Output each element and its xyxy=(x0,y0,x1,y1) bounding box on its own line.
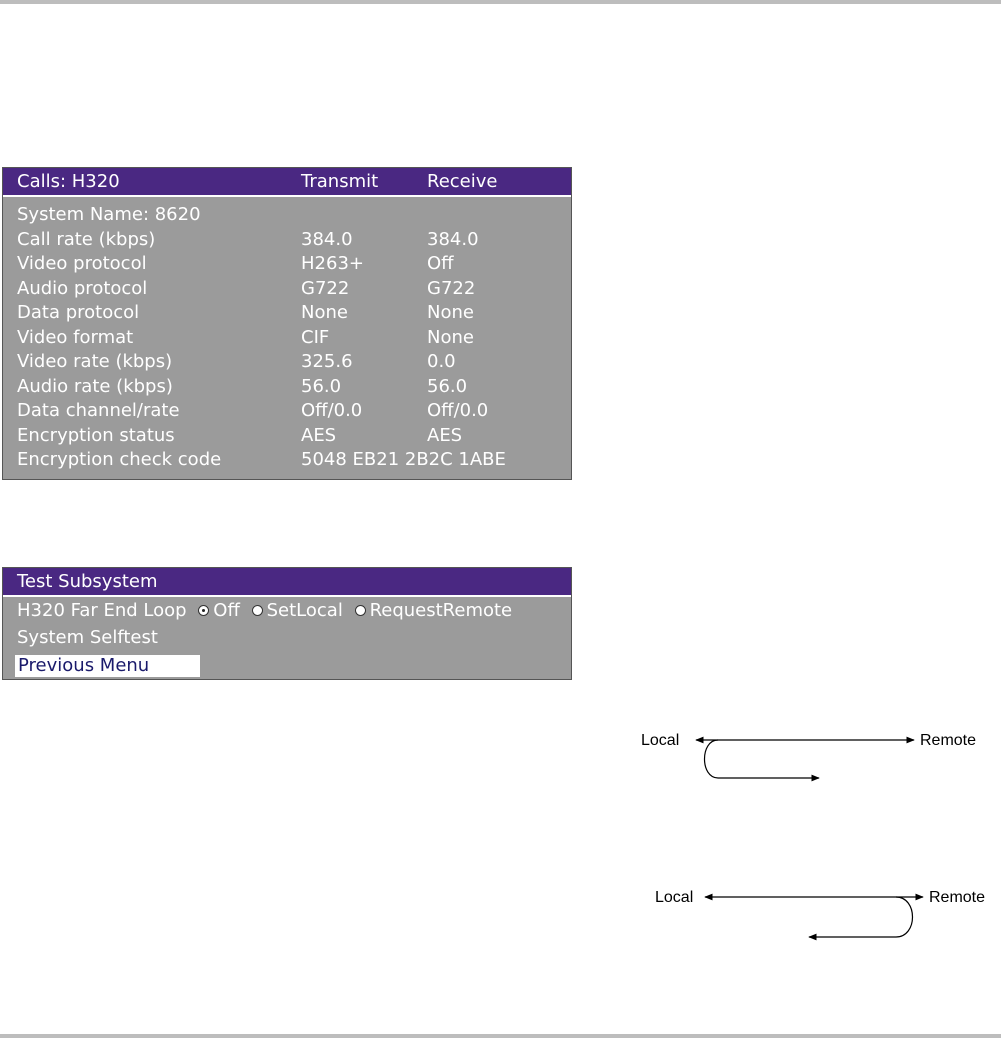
option-label: Off xyxy=(213,600,240,621)
table-row xyxy=(3,253,571,278)
bottom-rule xyxy=(0,1034,1001,1038)
row-label: Data protocol xyxy=(17,302,140,323)
loop-option-setlocal[interactable] xyxy=(246,600,343,621)
row-label: Audio protocol xyxy=(17,277,148,299)
system-name-row xyxy=(3,204,571,229)
receive-value: Off/0.0 xyxy=(427,400,489,421)
remote-loop-diagram xyxy=(600,880,1000,960)
row-label: Call rate (kbps) xyxy=(17,228,156,250)
transmit-value: 384.0 xyxy=(301,228,353,250)
remote-label: Remote xyxy=(929,889,986,906)
local-loop-arrows-icon xyxy=(600,720,1000,800)
transmit-value: 56.0 xyxy=(301,375,342,397)
transmit-value: AES xyxy=(301,424,337,446)
radio-selected-icon[interactable] xyxy=(198,605,209,616)
transmit-value: CIF xyxy=(301,326,330,348)
radio-icon[interactable] xyxy=(252,605,263,616)
receive-value: 56.0 xyxy=(427,375,468,397)
table-row xyxy=(3,327,571,352)
test-panel-title: Test Subsystem xyxy=(17,571,158,592)
loop-option-requestremote[interactable] xyxy=(349,600,513,621)
row-label: Audio rate (kbps) xyxy=(17,375,173,397)
transmit-value: 5048 EB21 2B2C 1ABE xyxy=(301,449,506,470)
test-panel-header xyxy=(3,568,571,597)
test-subsystem-panel xyxy=(2,567,572,680)
remote-label: Remote xyxy=(920,732,977,749)
receive-value: 0.0 xyxy=(427,351,456,372)
remote-loop-arrows-icon xyxy=(600,880,1000,960)
row-label: Video rate (kbps) xyxy=(17,351,173,372)
receive-value: Off xyxy=(427,253,454,274)
receive-value: None xyxy=(427,326,474,348)
transmit-value: H263+ xyxy=(301,253,364,274)
row-label: Encryption check code xyxy=(17,449,222,470)
calls-info-panel xyxy=(2,167,572,480)
receive-column-header: Receive xyxy=(427,171,498,192)
option-label: RequestRemote xyxy=(369,600,513,621)
receive-value: 384.0 xyxy=(427,228,479,250)
far-end-loop-row xyxy=(17,600,512,621)
system-selftest-item[interactable]: System Selftest xyxy=(17,627,158,648)
transmit-value: G722 xyxy=(301,277,350,299)
row-label: Encryption status xyxy=(17,424,175,446)
row-label: Video format xyxy=(17,326,134,348)
row-label: Data channel/rate xyxy=(17,400,180,421)
system-name: System Name: 8620 xyxy=(17,204,201,225)
receive-value: None xyxy=(427,302,474,323)
receive-value: AES xyxy=(427,424,463,446)
row-label: Video protocol xyxy=(17,253,147,274)
transmit-value: None xyxy=(301,302,348,323)
table-row xyxy=(3,400,571,425)
transmit-value: 325.6 xyxy=(301,351,353,372)
calls-panel-header xyxy=(3,168,571,197)
transmit-column-header: Transmit xyxy=(301,171,379,192)
top-rule xyxy=(0,0,1001,4)
table-row xyxy=(3,278,571,303)
option-label: SetLocal xyxy=(266,600,343,621)
local-label: Local xyxy=(655,889,694,906)
receive-value: G722 xyxy=(427,277,476,299)
calls-panel-title: Calls: H320 xyxy=(17,171,120,192)
table-row xyxy=(3,376,571,401)
local-loop-diagram xyxy=(600,720,1000,800)
table-row xyxy=(3,351,571,376)
transmit-value: Off/0.0 xyxy=(301,400,363,421)
table-row xyxy=(3,425,571,450)
table-row xyxy=(3,229,571,254)
table-row xyxy=(3,449,571,474)
far-end-loop-label: H320 Far End Loop xyxy=(17,600,187,621)
local-label: Local xyxy=(641,732,680,749)
table-row xyxy=(3,302,571,327)
radio-icon[interactable] xyxy=(355,605,366,616)
loop-option-off[interactable] xyxy=(192,600,240,621)
previous-menu-item[interactable]: Previous Menu xyxy=(15,655,200,677)
